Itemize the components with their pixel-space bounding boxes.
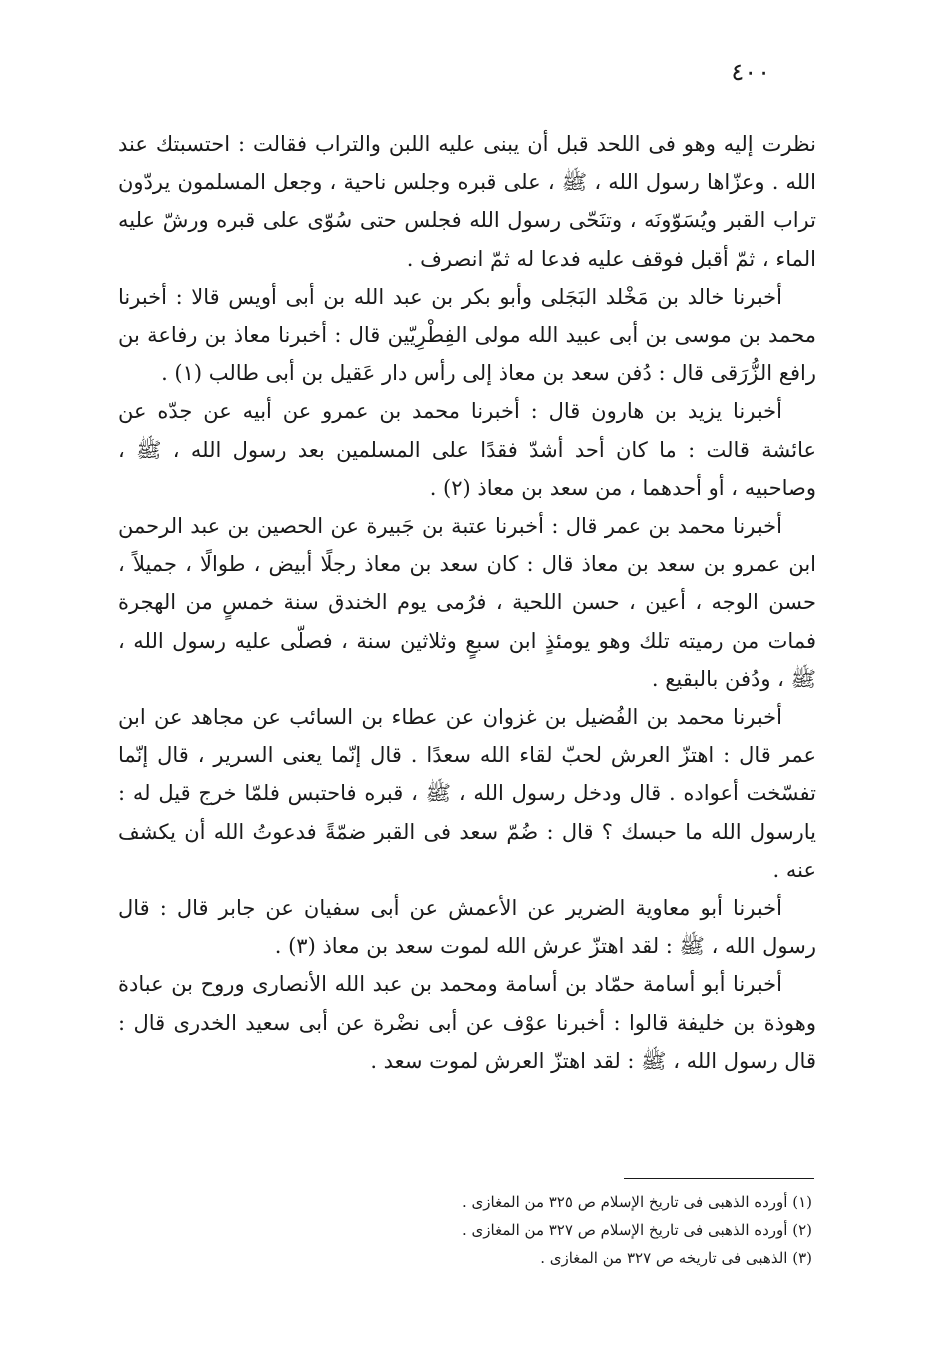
- footnote-divider: [624, 1178, 814, 1179]
- page-number: ٤٠٠: [731, 58, 770, 86]
- body-text: [118, 125, 816, 1080]
- paragraph-1: نظرت إليه وهو فى اللحد قبل أن يبنى عليه اللبن والتراب فقالت : احتسبتك عند الله . وعزّاها رسول الله ، ﷺ ، على قبره وجلس ناحية ، وجعل المسلمون يردّون تراب القبر ويُسَوّونَه ، وتنَحّى رسول الله فجلس حتى سُوّى على قبره ورشّ عليه الماء ، ثمّ أقبل فوقف عليه فدعا له ثمّ انصرف .: [118, 132, 816, 271]
- footnote-2: (٢) أورده الذهبى فى تاريخ الإسلام ص ٣٢٧ من المغازى .: [462, 1221, 812, 1239]
- paragraph-4: أخبرنا محمد بن عمر قال : أخبرنا عتبة بن جَبيرة عن الحصين بن عبد الرحمن ابن عمرو بن سعد بن معاذ قال : كان سعد بن معاذ رجلًا أبيض ، طوالًا ، جميلاً ، حسن الوجه ، أعين ، حسن اللحية ، فرُمى يوم الخندق سنة خمسٍ من الهجرة فمات من رميته تلك وهو يومئذٍ ابن سبعٍ وثلاثين سنة ، فصلّى عليه رسول الله ، ﷺ ، ودُفن بالبقيع .: [118, 514, 816, 691]
- paragraph-3: أخبرنا يزيد بن هارون قال : أخبرنا محمد بن عمرو عن أبيه عن جدّه عن عائشة قالت : ما كان أحد أشدّ فقدًا على المسلمين بعد رسول الله ، ﷺ ، وصاحبيه ، أو أحدهما ، من سعد بن معاذ (٢) .: [118, 399, 816, 500]
- footnote-3: (٣) الذهبى فى تاريخه ص ٣٢٧ من المغازى .: [540, 1249, 812, 1267]
- paragraph-6: أخبرنا أبو معاوية الضرير عن الأعمش عن أبى سفيان عن جابر قال : قال رسول الله ، ﷺ : لقد اهتزّ عرش الله لموت سعد بن معاذ (٣) .: [118, 896, 816, 959]
- paragraph-7: أخبرنا أبو أسامة حمّاد بن أسامة ومحمد بن عبد الله الأنصارى وروح بن عبادة وهوذة بن خليفة قالوا : أخبرنا عوْف عن أبى نضْرة عن أبى سعيد الخدرى قال : قال رسول الله ، ﷺ : لقد اهتزّ العرش لموت سعد .: [118, 972, 816, 1073]
- paragraph-2: أخبرنا خالد بن مَخْلد البَجَلى وأبو بكر بن عبد الله بن أبى أويس قالا : أخبرنا محمد بن موسى بن أبى عبيد الله مولى الفِطْرِيّين قال : أخبرنا معاذ بن رفاعة بن رافع الزُّرَقى قال : دُفن سعد بن معاذ إلى رأس دار عَقيل بن أبى طالب (١) .: [118, 284, 816, 386]
- footnotes: [300, 1188, 812, 1272]
- paragraph-5: أخبرنا محمد بن الفُضيل بن غزوان عن عطاء بن السائب عن مجاهد عن ابن عمر قال : اهتزّ العرش لحبّ لقاء الله سعدًا . قال إنّما يعنى السرير ، قال إنّما تفسّخت أعواده . قال ودخل رسول الله ، ﷺ ، قبره فاحتبس فلمّا خرج قيل له : يارسول الله ما حبسك ؟ قال : ضُمّ سعد فى القبر ضمّةً فدعوتُ الله أن يكشف عنه .: [118, 705, 816, 882]
- footnote-1: (١) أورده الذهبى فى تاريخ الإسلام ص ٣٢٥ من المغازى .: [462, 1193, 812, 1211]
